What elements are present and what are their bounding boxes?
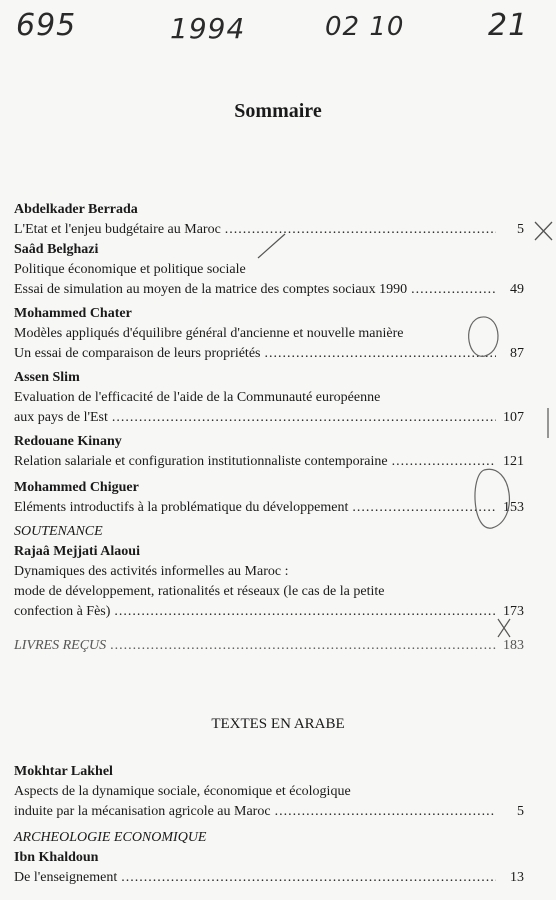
entry-page: 121: [503, 454, 524, 469]
leader-dots: [225, 220, 496, 240]
toc-entry-chiguer: [14, 478, 524, 518]
entry-page: 5: [517, 804, 524, 819]
toc-entry-lakhel: [14, 762, 524, 822]
toc-entry-berrada: [14, 200, 524, 240]
entry-title: L'Etat et l'enjeu budgétaire au Maroc: [14, 222, 221, 237]
leader-dots: [411, 280, 496, 300]
section-heading-arabe: TEXTES EN ARABE: [211, 716, 345, 732]
entry-title-line: Dynamiques des activités informelles au Maroc :: [14, 564, 289, 579]
entry-title-line: Aspects de la dynamique sociale, économique et écologique: [14, 784, 351, 799]
entry-title-row: [14, 408, 524, 428]
entry-page: 13: [510, 870, 524, 885]
entry-title-row: [14, 220, 524, 240]
entry-title-row: [14, 868, 524, 888]
entry-page: 153: [503, 500, 524, 515]
entry-title-line: Modèles appliqués d'équilibre général d'ancienne et nouvelle manière: [14, 326, 404, 341]
entry-page: 5: [517, 222, 524, 237]
entry-author: Mohammed Chiguer: [14, 480, 139, 495]
toc-entry-belghazi: [14, 240, 524, 300]
entry-title: aux pays de l'Est: [14, 410, 108, 425]
leader-dots: [110, 636, 496, 656]
entry-title-row: [14, 452, 524, 472]
cross-mark-icon: [535, 222, 552, 240]
handwritten-number-right: 21: [488, 8, 529, 43]
section-label: LIVRES REÇUS: [14, 638, 107, 653]
toc-entry-kinany: [14, 432, 524, 472]
entry-page: 49: [510, 282, 524, 297]
leader-dots: [275, 802, 496, 822]
leader-dots: [112, 408, 496, 428]
leader-dots: [392, 452, 496, 472]
entry-title: confection à Fès): [14, 604, 111, 619]
handwritten-code: 02 10: [325, 12, 405, 42]
entry-page: 183: [503, 638, 524, 653]
entry-page: 173: [503, 604, 524, 619]
toc-entry-ibn-khaldoun: [14, 828, 524, 888]
entry-title-row: [14, 498, 524, 518]
entry-title: Relation salariale et configuration institutionnaliste contemporaine: [14, 454, 388, 469]
entry-title-row: [14, 280, 524, 300]
entry-author: Abdelkader Berrada: [14, 202, 138, 217]
entry-title-line: Evaluation de l'efficacité de l'aide de la Communauté européenne: [14, 390, 381, 405]
entry-title-row: [14, 344, 524, 364]
entry-author: Ibn Khaldoun: [14, 850, 99, 865]
entry-title-row: [14, 802, 524, 822]
table-of-contents-arabic: [14, 762, 524, 888]
entry-author: Rajaâ Mejjati Alaoui: [14, 544, 140, 559]
entry-page: 87: [510, 346, 524, 361]
entry-author: Saâd Belghazi: [14, 242, 99, 257]
entry-author: Mohammed Chater: [14, 306, 132, 321]
handwritten-year: 1994: [170, 12, 246, 45]
table-of-contents: [14, 200, 524, 656]
leader-dots: [264, 344, 496, 364]
entry-page: 107: [503, 410, 524, 425]
entry-title: Un essai de comparaison de leurs propriétés: [14, 346, 261, 361]
leader-dots: [114, 602, 496, 622]
toc-entry-soutenance: [14, 522, 524, 622]
entry-title-line: Politique économique et politique sociale: [14, 262, 246, 277]
entry-title-row: [14, 602, 524, 622]
entry-title: Essai de simulation au moyen de la matrice des comptes sociaux 1990: [14, 282, 408, 297]
entry-title: induite par la mécanisation agricole au Maroc: [14, 804, 271, 819]
section-label: ARCHEOLOGIE ECONOMIQUE: [14, 830, 207, 845]
leader-dots: [352, 498, 496, 518]
toc-entry-slim: [14, 368, 524, 428]
entry-title: Eléments introductifs à la problématique du développement: [14, 500, 349, 515]
toc-entry-livres: [14, 636, 524, 656]
entry-author: Redouane Kinany: [14, 434, 122, 449]
handwritten-number-left: 695: [16, 8, 77, 43]
entry-title-line: mode de développement, rationalités et réseaux (le cas de la petite: [14, 584, 385, 599]
page-title: Sommaire: [234, 100, 322, 122]
section-label: SOUTENANCE: [14, 524, 103, 539]
entry-author: Mokhtar Lakhel: [14, 764, 113, 779]
leader-dots: [121, 868, 496, 888]
entry-title: De l'enseignement: [14, 870, 118, 885]
toc-entry-chater: [14, 304, 524, 364]
entry-author: Assen Slim: [14, 370, 80, 385]
